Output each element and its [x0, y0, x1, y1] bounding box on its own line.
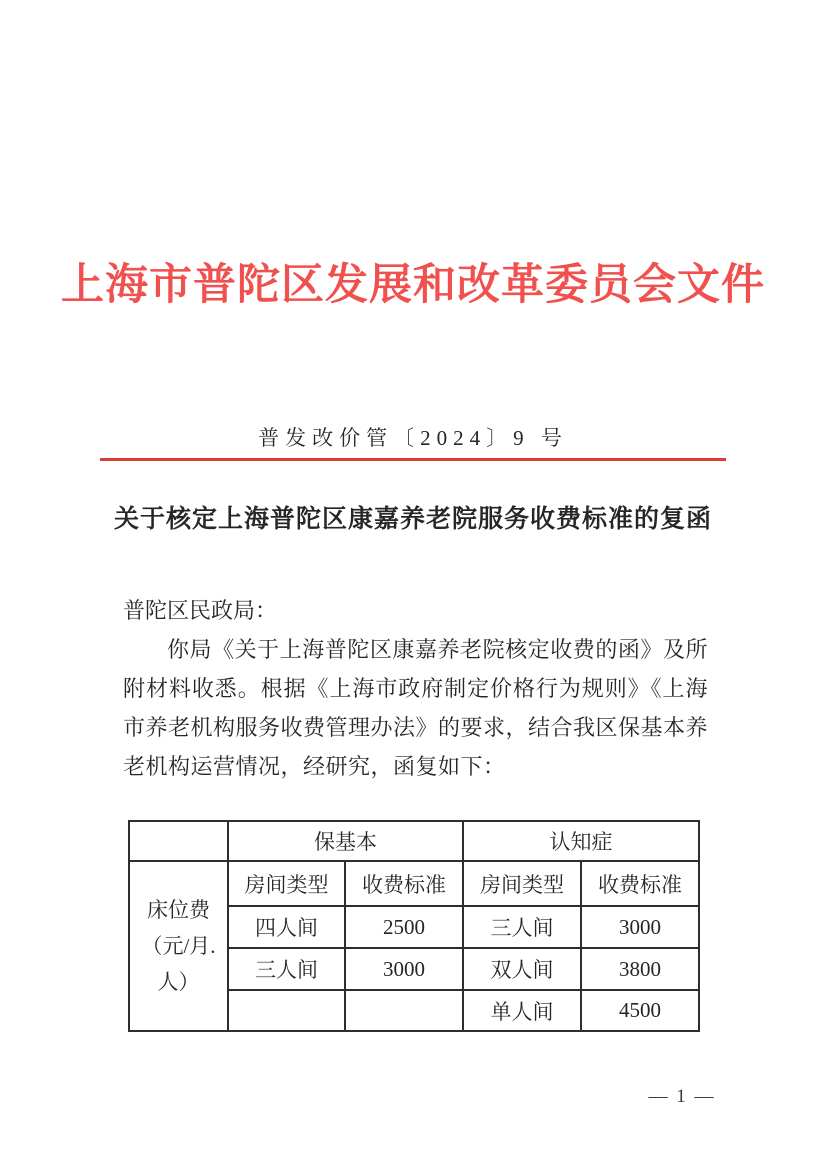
- salutation: 普陀区民政局：: [123, 598, 278, 623]
- table-cell: 双人间: [463, 948, 581, 990]
- table-cell-empty: [228, 990, 345, 1031]
- table-cell: 4500: [581, 990, 699, 1031]
- table-cell: 三人间: [228, 948, 345, 990]
- red-separator-line: [100, 458, 726, 461]
- fee-table: [128, 820, 700, 1032]
- row-label-line: 床位费: [147, 898, 210, 922]
- table-cell: 单人间: [463, 990, 581, 1031]
- row-group-label-bed-fee: [129, 861, 228, 1031]
- group-header-cognitive: 认知症: [463, 821, 699, 861]
- page-number: — 1 —: [648, 1086, 716, 1107]
- table-cell-empty: [345, 990, 463, 1031]
- subheader-fee-standard-cognitive: 收费标准: [581, 861, 699, 906]
- table-group-header-row: [129, 821, 699, 861]
- doc-number: 普发改价管〔2024〕9 号: [258, 426, 568, 450]
- table-cell: 3000: [581, 906, 699, 948]
- table-cell: 四人间: [228, 906, 345, 948]
- table-corner-cell: [129, 821, 228, 861]
- table-cell: 3800: [581, 948, 699, 990]
- subheader-room-type-basic: 房间类型: [228, 861, 345, 906]
- table-subheader-row: [129, 861, 699, 906]
- row-label-line: （元/月.: [141, 934, 216, 958]
- row-label-line: 人）: [157, 970, 200, 994]
- subheader-fee-standard-basic: 收费标准: [345, 861, 463, 906]
- table-cell: 3000: [345, 948, 463, 990]
- letter-title: 关于核定上海普陀区康嘉养老院服务收费标准的复函: [113, 506, 712, 533]
- table-cell: 三人间: [463, 906, 581, 948]
- table-cell: 2500: [345, 906, 463, 948]
- group-header-basic-care: 保基本: [228, 821, 463, 861]
- agency-header-title: 上海市普陀区发展和改革委员会文件: [61, 262, 765, 309]
- subheader-room-type-cognitive: 房间类型: [463, 861, 581, 906]
- body-paragraph: 你局《关于上海普陀区康嘉养老院核定收费的函》及所附材料收悉。根据《上海市政府制定价格行为规则》《上海市养老机构服务收费管理办法》的要求，结合我区保基本养老机构运营情况，经研究，函复如下：: [123, 637, 709, 779]
